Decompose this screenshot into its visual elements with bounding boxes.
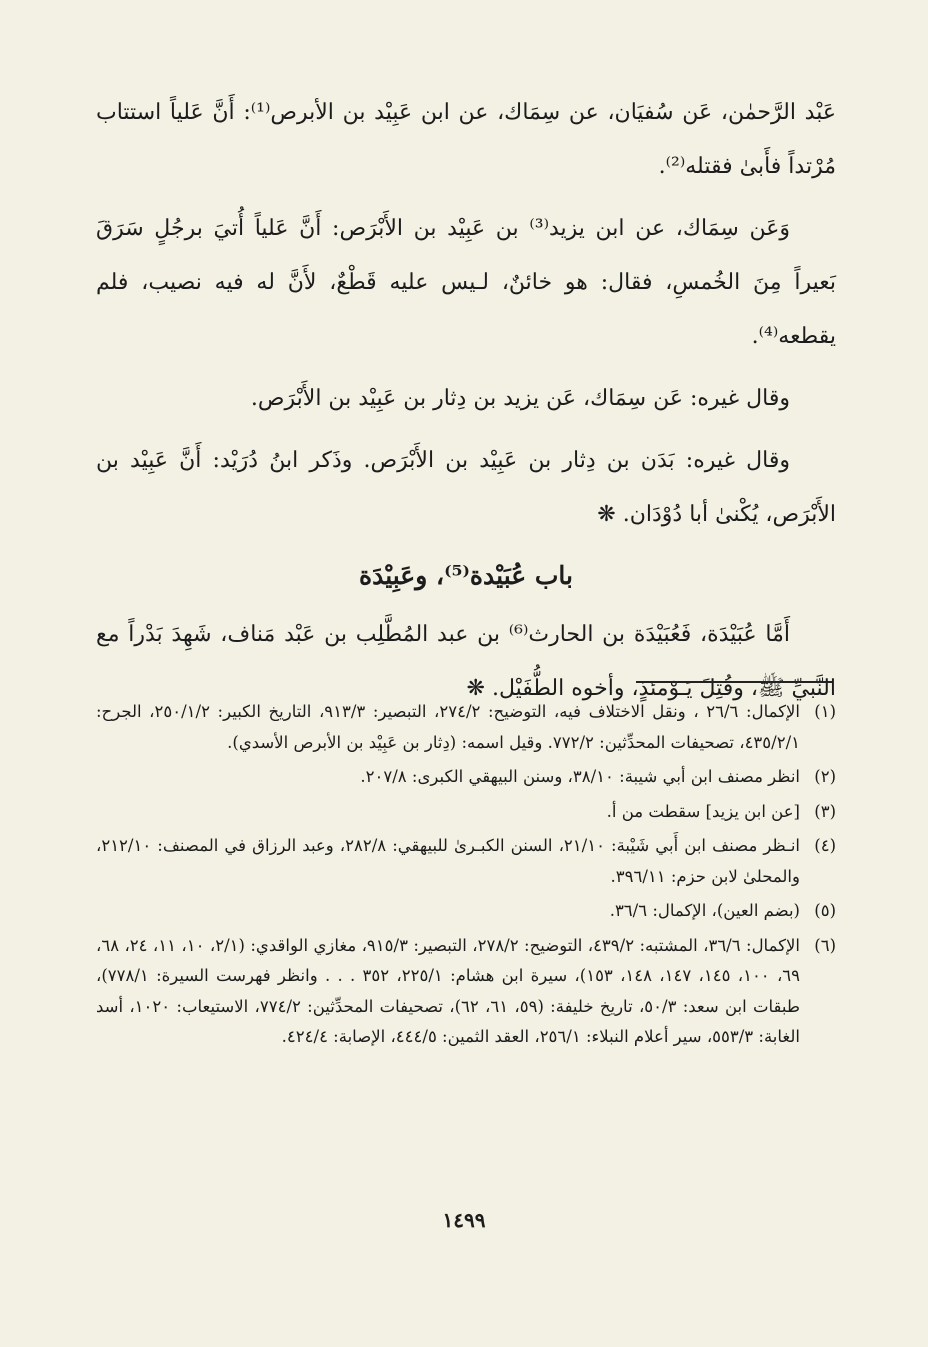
- footnote-3: [96, 797, 836, 828]
- footnote-number: (٤): [814, 836, 836, 855]
- footnote-6: [96, 931, 836, 1053]
- footnote-text: الإكمال: ٢٦/٦ ، ونقل الاختلاف فيه، التوضيح: ٢٧٤/٢، التبصير: ٩١٣/٣، التاريخ الكبير: ٢٥٠/١/٢، الجرح: ٤٣٥/٢/١، تصحيفات المحدِّثين: ٧٧٢/٢. وقيل اسمه: (دِثار بن عَبِيْد بن الأبرص الأسدي).: [96, 702, 800, 752]
- paragraph-5: أَمَّا عُبَيْدَة، فَعُبَيْدَة بن الحارث⁽⁶⁾ بن عبد المُطَّلِب بن عَبْد مَناف، شَهِدَ بَدْراً مع النَّبيِّ ﷺ، وقُتِلَ يَـوْمئذٍ، وأخوه الطُّفَيْل. ❋: [96, 622, 836, 701]
- paragraph-4: وقال غيره: بَدَن بن دِثار بن عَبِيْد بن الأَبْرَص. وذَكر ابنُ دُرَيْد: أَنَّ عَبِيْد بن الأَبْرَص، يُكْنىٰ أبا دُوْدَان. ❋: [96, 448, 836, 527]
- footnote-separator: [636, 681, 832, 683]
- footnote-1: [96, 697, 836, 758]
- footnote-text: [عن ابن يزيد] سقطت من أ.: [606, 801, 800, 821]
- footnote-5: [96, 896, 836, 927]
- footnote-2: [96, 762, 836, 793]
- footnote-4: [96, 831, 836, 892]
- footnote-number: (٢): [814, 767, 836, 786]
- footnote-number: (٥): [814, 901, 836, 920]
- paragraph-2: وَعَن سِمَاك، عن ابن يزيد⁽³⁾ بن عَبِيْد بن الأَبْرَص: أَنَّ عَلياً أُتيَ برجُلٍ سَرَقَ بَعيراً مِنَ الخُمسِ، فقال: هو خائنٌ، لـيس عليه قَطْعٌ، لأَنَّ له فيه نصيب، فلم يقطعه⁽⁴⁾.: [96, 216, 837, 349]
- footnote-text: (بضم العين)، الإكمال: ٣٦/٦.: [609, 901, 800, 920]
- footnote-text: الإكمال: ٣٦/٦، المشتبه: ٤٣٩/٢، التوضيح: ٢٧٨/٢، التبصير: ٩١٥/٣، مغازي الواقدي: (٢/١، ١٠، ١١، ٢٤، ٦٨، ٦٩، ١٠٠، ١٤٥، ١٤٧، ١٤٨، ١٥٣)، سيرة ابن هشام: ٢٢٥/١، ٣٥٢ . . . وانظر فهرست السيرة: ٧٧٨/١)، طبقات ابن سعد: ٥٠/٣، تاريخ خليفة: (٥٩، ٦١، ٦٢)، تصحيفات المحدِّثين: ٧٧٤/٢، الاستيعاب: ١٠٢٠، أسد الغابة: ٥٥٣/٣، سير أعلام النبلاء: ٢٥٦/١، العقد الثمين: ٤٤٤/٥، الإصابة: ٤٢٤/٤.: [96, 935, 801, 1046]
- footnote-number: (١): [814, 702, 836, 721]
- paragraph-1: عَبْد الرَّحمٰن، عَن سُفيَان، عن سِمَاك، عن ابن عَبِيْد بن الأبرص⁽¹⁾: أَنَّ عَلياً استتاب مُرْتداً فأَبىٰ فقتله⁽²⁾.: [96, 100, 836, 179]
- chapter-heading: باب عُبَيْدة⁽⁵⁾، وعَبِيْدَة: [359, 561, 573, 590]
- page-number: ١٤٩٩: [442, 1208, 486, 1232]
- footnote-text: انـظر مصنف ابن أَبي شَيْبة: ٢١/١٠، السنن الكبـرىٰ للبيهقي: ٢٨٢/٨، وعبد الرزاق في المصنف: ٢١٢/١٠، والمحلىٰ لابن حزم: ٣٩٦/١١.: [96, 836, 801, 886]
- main-text: [96, 86, 836, 724]
- footnote-text: انظر مصنف ابن أبي شيبة: ٣٨/١٠، وسنن البيهقي الكبرى: ٢٠٧/٨.: [360, 767, 800, 786]
- footnotes: [96, 697, 836, 1057]
- paragraph-3: وقال غيره: عَن سِمَاك، عَن يزيد بن دِثار بن عَبِيْد بن الأَبْرَص.: [250, 386, 790, 411]
- footnote-number: (٣): [814, 801, 836, 821]
- footnote-number: (٦): [814, 935, 836, 955]
